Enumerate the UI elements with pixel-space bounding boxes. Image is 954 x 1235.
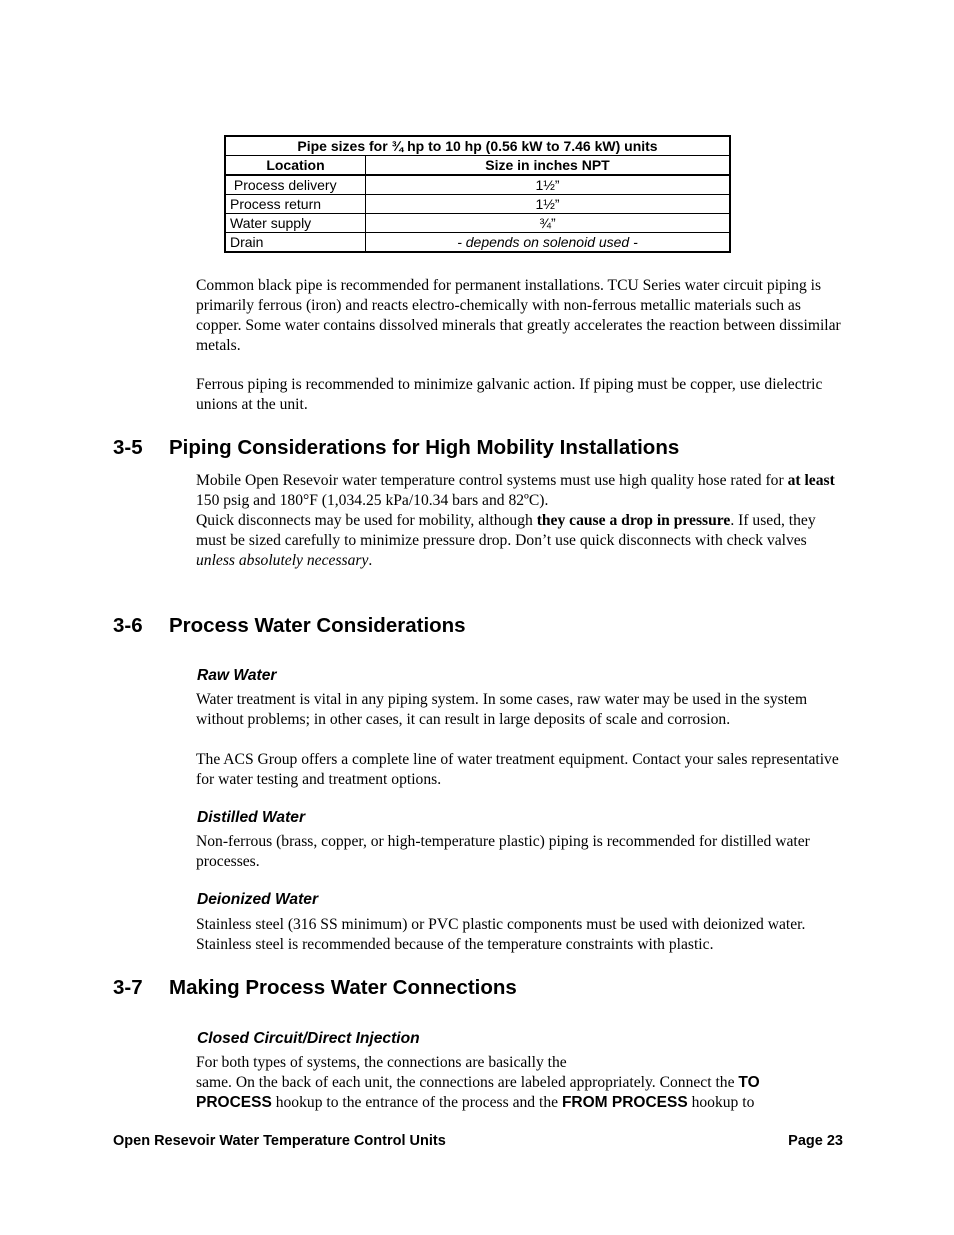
label-to: TO — [738, 1074, 760, 1091]
section-number: 3-6 — [113, 614, 143, 637]
subheading-closed-circuit: Closed Circuit/Direct Injection — [197, 1030, 420, 1047]
section-title: Making Process Water Connections — [169, 976, 517, 999]
table-row — [225, 195, 730, 214]
text-run: For both types of systems, the connections are basically the — [196, 1054, 567, 1071]
paragraph-distilled-water: Non-ferrous (brass, copper, or high-temperature plastic) piping is recommended for distilled water processes. — [196, 833, 810, 870]
cell-location: Process delivery — [225, 175, 366, 195]
table-title: Pipe sizes for ¾ hp to 10 hp (0.56 kW to 7.46 kW) units — [225, 136, 730, 156]
page-number: Page 23 — [788, 1133, 843, 1149]
cell-size: 1½” — [366, 195, 731, 214]
label-from-process: FROM PROCESS — [561, 1094, 688, 1111]
table-row — [225, 233, 730, 253]
cell-location: Process return — [225, 195, 366, 214]
paragraph-connections — [196, 1053, 846, 1113]
text-emphasis: at least — [787, 472, 835, 489]
subheading-deionized-water: Deionized Water — [197, 891, 319, 908]
table-row — [225, 175, 730, 195]
text-emphasis: unless absolutely necessary — [196, 552, 369, 569]
paragraph-ferrous-piping: Ferrous piping is recommended to minimize galvanic action. If piping must be copper, use dielectric unions at the unit. — [196, 376, 823, 413]
text-run: hookup to the entrance of the process and the — [271, 1094, 562, 1111]
label-process: PROCESS — [196, 1094, 272, 1111]
cell-location: Drain — [225, 233, 366, 253]
paragraph-black-pipe: Common black pipe is recommended for permanent installations. TCU Series water circuit piping is primarily ferrous (iron) and reacts electro-chemically with non-ferrous metallic materials such as copper. Some water contains dissolved minerals that greatly accelerates the reaction between dissimilar metals. — [196, 277, 841, 354]
text-run: . — [368, 552, 373, 569]
pipe-size-table — [224, 135, 731, 253]
section-number: 3-5 — [113, 436, 143, 459]
subheading-distilled-water: Distilled Water — [197, 809, 306, 826]
cell-size: - depends on solenoid used - — [366, 233, 731, 253]
page-footer — [113, 1131, 843, 1151]
text-run: hookup to — [687, 1094, 755, 1111]
footer-title: Open Resevoir Water Temperature Control Units — [113, 1133, 446, 1149]
column-header-location: Location — [225, 156, 366, 176]
cell-size: ¾” — [366, 214, 731, 233]
cell-location: Water supply — [225, 214, 366, 233]
paragraph-raw-water: Water treatment is vital in any piping system. In some cases, raw water may be used in the system without problems; in other cases, it can result in large deposits of scale and corrosion. — [196, 691, 808, 728]
paragraph-mobile-hose — [196, 471, 846, 571]
text-run: same. On the back of each unit, the connections are labeled appropriately. Connect the — [196, 1074, 739, 1091]
section-heading-3-5 — [113, 436, 679, 460]
cell-size: 1½” — [366, 175, 731, 195]
column-header-size: Size in inches NPT — [366, 156, 731, 176]
text-run: Mobile Open Resevoir water temperature control systems must use high quality hose rated for — [196, 472, 788, 489]
section-title: Process Water Considerations — [169, 614, 466, 637]
section-heading-3-7 — [113, 976, 517, 1000]
table-row — [225, 214, 730, 233]
text-run: . If used, they must be sized carefully to minimize pressure drop. Don’t use quick disconnects with check valves — [196, 512, 816, 549]
subheading-raw-water: Raw Water — [197, 667, 277, 684]
paragraph-acs-treatment: The ACS Group offers a complete line of water treatment equipment. Contact your sales representative for water testing and treatment options. — [196, 751, 839, 788]
section-heading-3-6 — [113, 614, 466, 638]
section-title: Piping Considerations for High Mobility Installations — [169, 436, 680, 459]
paragraph-deionized-water: Stainless steel (316 SS minimum) or PVC plastic components must be used with deionized water. Stainless steel is recommended because of the temperature constraints with plastic. — [196, 916, 806, 953]
text-emphasis: they cause a drop in pressure — [536, 512, 731, 529]
text-run: Quick disconnects may be used for mobility, although — [196, 512, 537, 529]
section-number: 3-7 — [113, 976, 143, 999]
text-run: 150 psig and 180°F (1,034.25 kPa/10.34 bars and 82ºC). — [196, 492, 549, 509]
